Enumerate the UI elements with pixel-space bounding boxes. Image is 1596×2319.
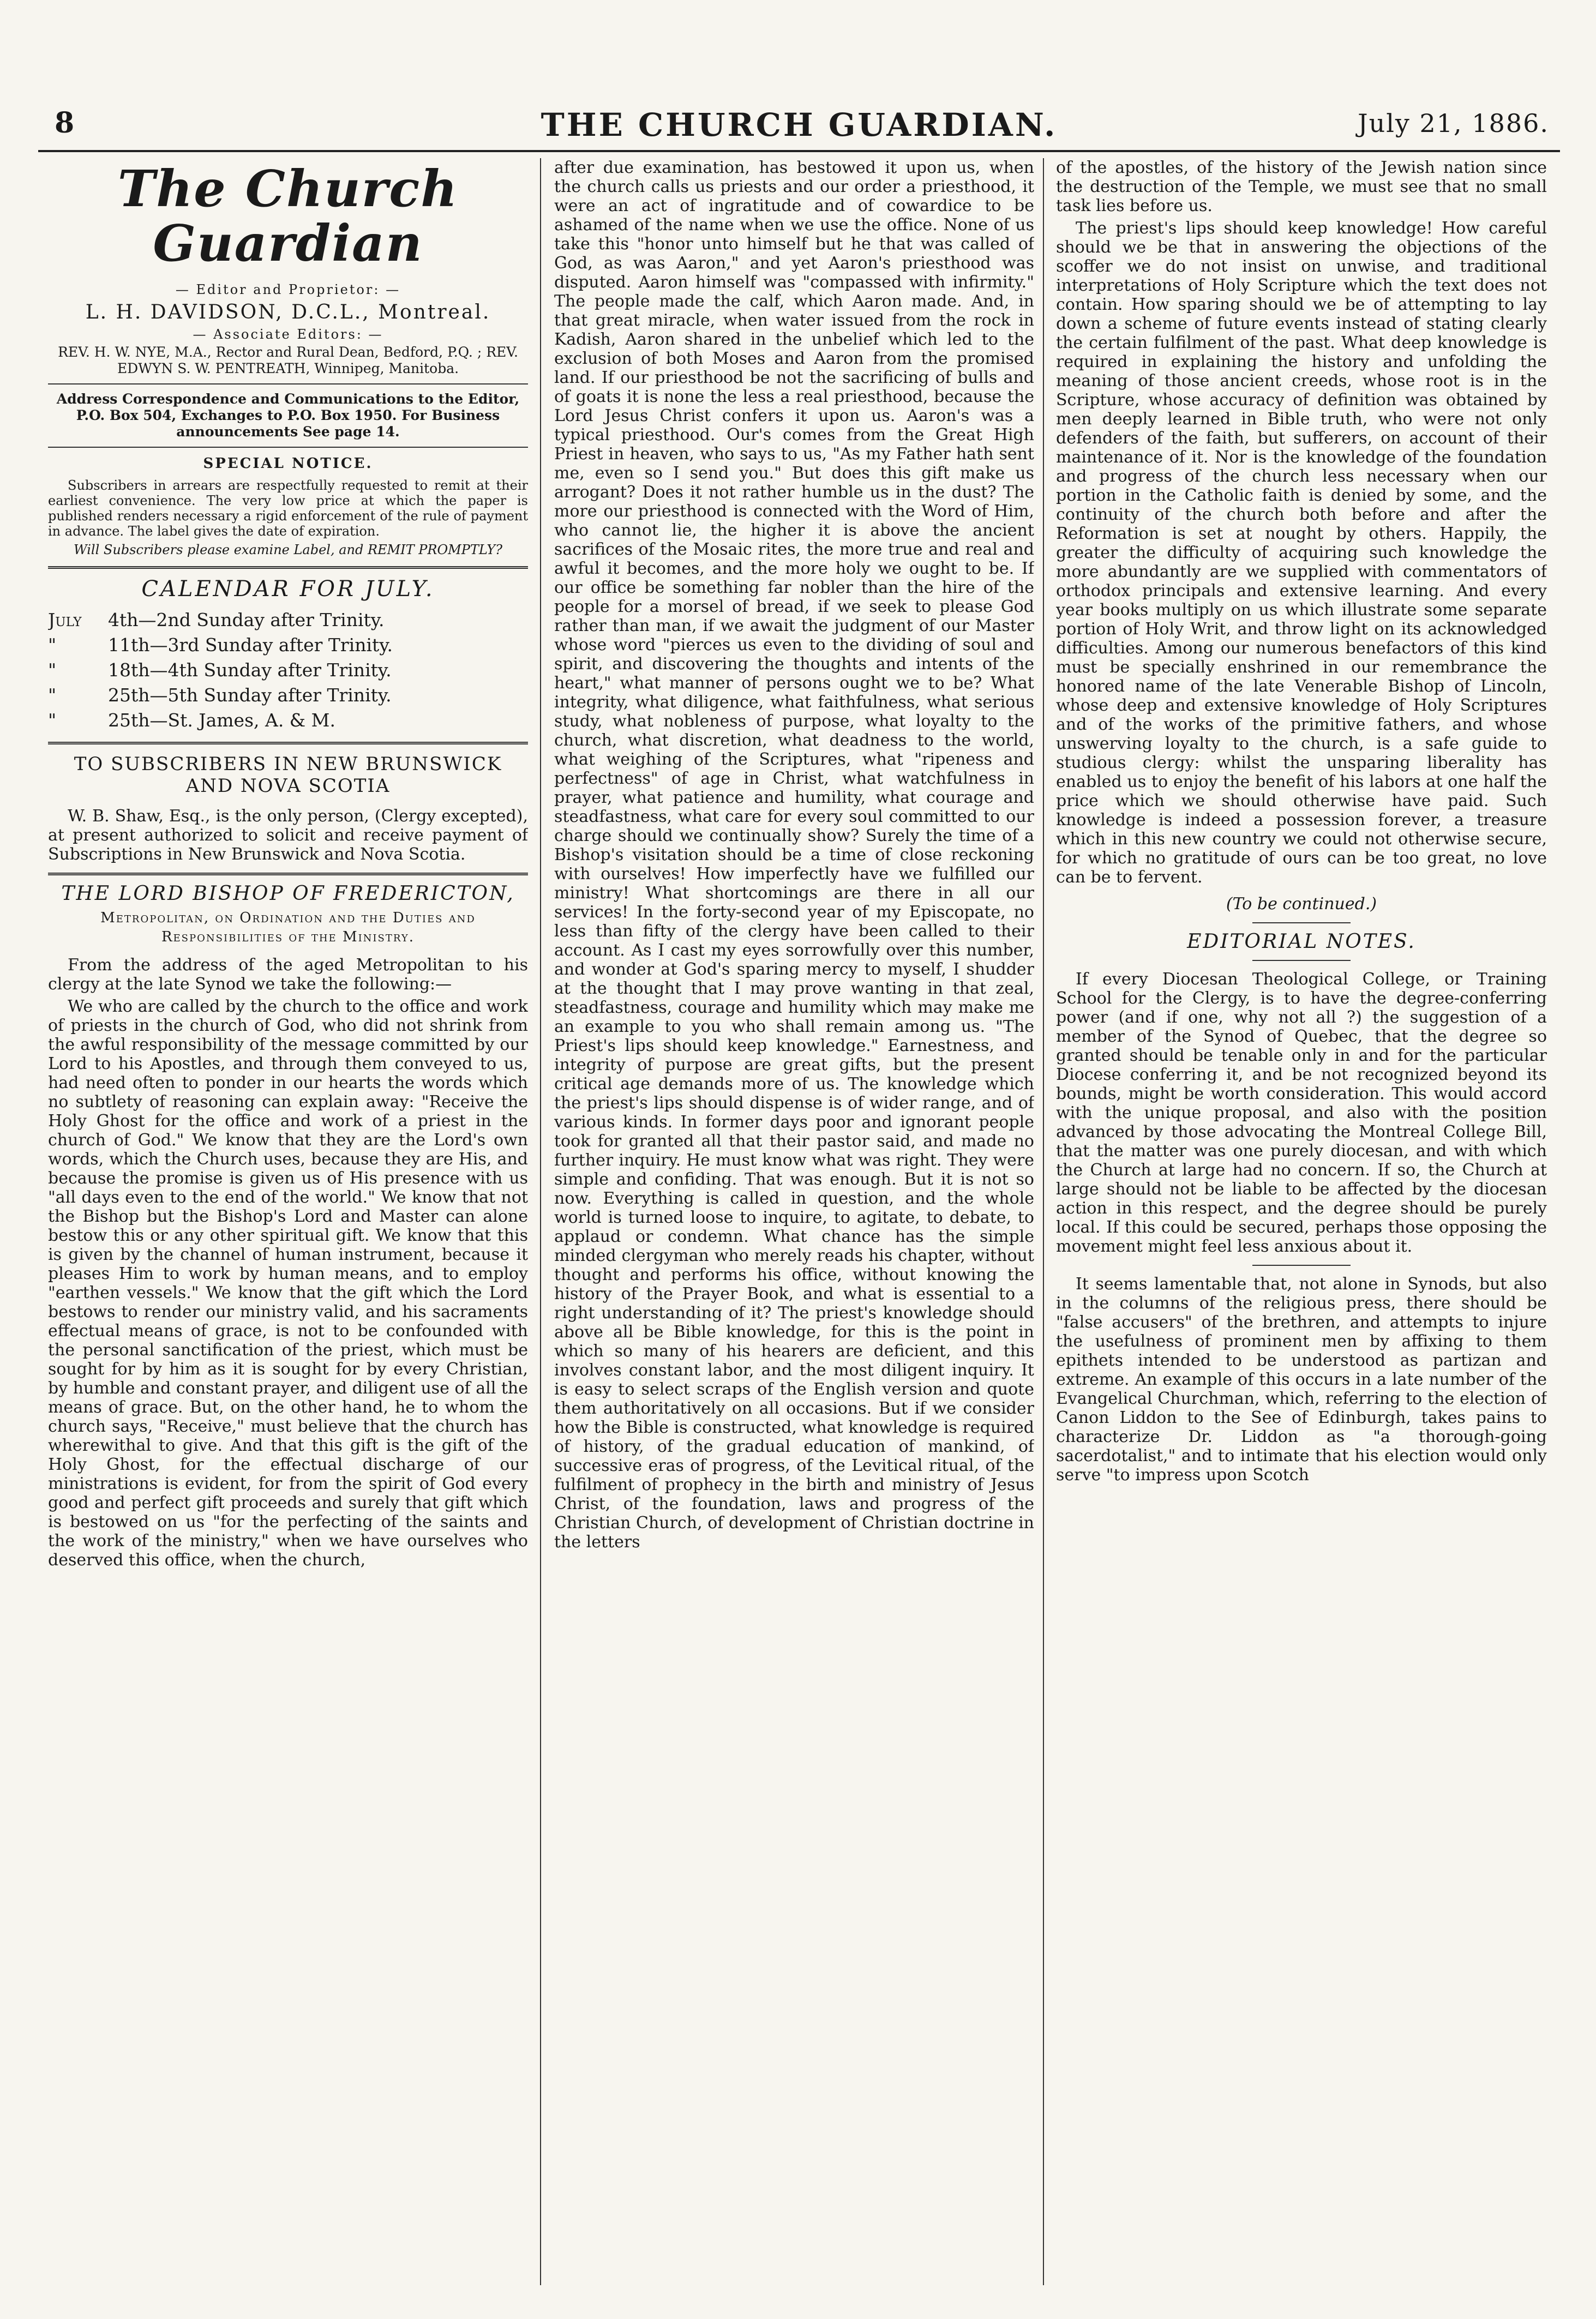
divider (1252, 1265, 1351, 1266)
divider (48, 383, 528, 385)
to-be-continued: (To be continued.) (1226, 894, 1377, 914)
divider (48, 742, 528, 744)
subscribers-text: W. B. Shaw, Esq., is the only person, (Clergy excepted), at present authorized to solicit and receive payment of Subscriptions in New Brunswick and Nova Scotia. (48, 807, 528, 864)
divider (48, 447, 528, 448)
divider (1252, 960, 1351, 961)
editorial-paragraph: If every Diocesan Theological College, or Training School for the Clergy, is to have the degree-conferring power (and if one, why not all ?) the suggestion of a member of the Synod of Quebec, that the degree so granted should be tenable only in and for the particular Diocese conferring it, and be not recognized beyond its bounds, might be worth consideration. This would accord with the unique proposal, and also with the position advanced by those advocating the Montreal College Bill, that the matter was one purely diocesan, and with which the Church at large had no concern. If so, the Church at large should not be liable to be affected by the diocesan action in this respect, and the degree should be purely local. If this could be secured, perhaps those opposing the movement might feel less anxious about it. (1056, 970, 1547, 1256)
calendar-row: " 18th—4th Sunday after Trinity. (48, 659, 392, 681)
paper-name: THE CHURCH GUARDIAN. (541, 106, 1058, 143)
divider (48, 873, 528, 875)
article-paragraph: after due examination, has bestowed it upon us, when the church calls us priests and our order a priesthood, it were an act of ingratitude and of cowardice to be ashamed of the name when we use the office. None of us take this "honor unto himself but he that was called of God, as was Aaron," and yet Aaron's priesthood was disputed. Aaron himself was "compassed with infirmity." The people made the calf, which Aaron made. And, in that great miracle, when water issued from the rock in Kadish, Aaron shared in the unbelief which led to the exclusion of both Moses and Aaron from the promised land. If our priesthood be not the sacrificing of bulls and of goats it is none the less a real priesthood, because the Lord Jesus Christ confers it upon us. Aaron's was a typical priesthood. Our's comes from the Great High Priest in heaven, who says to us, "As my Father hath sent me, even so I send you." But does this gift make us arrogant? Does it not rather humble us in the dust? The more our priesthood is connected with the Word of Him, who cannot lie, the higher it is above the ancient sacrifices of the Mosaic rites, the more true and real and awful it becomes, and the more holy we ought to be. If our office be something far nobler than the hire of the people for a morsel of bread, if we seek to please God rather than man, if we await the judgment of our Master whose word "pierces us even to the dividing of soul and spirit, and discovering the thoughts and intents of the heart," what manner of persons ought we to be? What integrity, what diligence, what faithfulness, what serious study, what nobleness of purpose, what loyalty to the church, what discretion, what deadness to the world, what weighing of the Scriptures, what "ripeness and perfectness" of age in Christ, what watchfulness in prayer, what patience and humility, what courage and steadfastness, what care for every soul committed to our charge should we continually show? Surely the time of a Bishop's visitation should be a time of close reckoning with ourselves! How imperfectly have we fulfilled our ministry! What shortcomings are there in all our services! In the forty-second year of my Episcopate, no less than fifty of the clergy have been called to their account. As I cast my eyes sorrowfully over this number, and wonder at God's sparing mercy to myself, I shudder at the thought that I may prove wanting in that zeal, steadfastness, courage and humility which may make me an example to you who shall remain among us. "The Priest's lips should keep knowledge." Earnestness, and integrity of purpose are great gifts, but the present critical age demands more of us. The knowledge which the priest's lips should dispense is of wider range, and of various kinds. In former days poor and ignorant people took for granted all that their pastor said, and made no further inquiry. He must know what was right. They were simple and confiding. That was enough. But it is not so now. Everything is called in question, and the whole world is turned loose to inquire, to agitate, to debate, to applaud or condemn. What chance has the simple minded clergyman who merely reads his chapter, without thought and performs his office, without knowing the history of the Prayer Book, and what is essential to a right understanding of it? The priest's knowledge should above all be Bible knowledge, for this is the point in which so many of his hearers are deficient, and this involves constant labor, and the most diligent inquiry. It is easy to select scraps of the English version and quote them authoritatively on all occasions. But if we consider how the Bible is constructed, what knowledge is required of history, of the gradual education of mankind, of successive eras of progress, of the Levitical ritual, of the fulfilment of prophecy in the birth and ministry of Jesus Christ, of the foundation, laws and progress of the Christian Church, of development of Christian doctrine in the letters (554, 158, 1034, 1552)
editor-label: — Editor and Proprietor: — (175, 282, 401, 297)
divider (48, 566, 528, 569)
bishop-article-subtitle: Metropolitan, on Ordination and the Duties and Responsibilities of the Ministry. (100, 910, 476, 945)
editorial-title: EDITORIAL NOTES. (1187, 930, 1416, 953)
article-paragraph: of the apostles, of the history of the Jewish nation since the destruction of the Temple, we must see that no small task lies before us. (1056, 158, 1547, 215)
column-3 (1056, 158, 1547, 2296)
special-notice-remit: Will Subscribers please examine Label, and REMIT PROMPTLY? (73, 542, 503, 557)
article-paragraph: The priest's lips should keep knowledge! How careful should we be that in answering the objections of the scoffer we do not insist on unwise, and traditional interpretations of Holy Scripture which the text does not contain. How sparing should we be of attempting to lay down a scheme of future events instead of stating clearly the certain fulfilment of the past. What deep knowledge is required in explaining the history and unfolding the meaning of those ancient creeds, whose root is in the Scripture, whose accuracy of definition was obtained by men deeply learned in Bible truth, who were not only defenders of the faith, but sufferers, on account of their maintenance of it. Nor is the knowledge of the foundation and progress of the church less necessary when our portion in the Catholic faith is denied by some, and the continuity of the church both before and after the Reformation is set at nought by others. Happily, the greater the difficulty of acquiring such knowledge the more abundantly are we supplied with commentators of orthodox principals and extensive learning. And every year books multiply on us which illustrate some separate portion of Holy Writ, and throw light on its acknowledged difficulties. Among our numerous benefactors of this kind must be specially enshrined in our remembrance the honored name of the late Venerable Bishop of Lincoln, whose deep and extensive knowledge of Holy Scriptures and of the works of the primitive fathers, and whose unswerving loyalty to the church, is a safe guide to studious clergy: whilst the unsparing liberality has enabled us to enjoy the benefit of his labors at one half the price which we should otherwise have paid. Such knowledge is indeed a possession forever, a treasure which in this new country we could not otherwise secure, for which no gratitude of ours can be too great, no love can be to fervent. (1056, 219, 1547, 887)
calendar-list (48, 608, 528, 733)
column-rule (540, 158, 541, 2285)
calendar-row: " 25th—St. James, A. & M. (48, 710, 335, 731)
bishop-article-title: THE LORD BISHOP OF FREDERICTON, (61, 882, 515, 905)
masthead-title: The Church Guardian (117, 159, 459, 273)
associate-label: — Associate Editors: — (193, 327, 383, 342)
column-rule (1043, 158, 1044, 2285)
editorial-paragraph: It seems lamentable that, not alone in Synods, but also in the columns of the religious press, there should be "false accusers" of the brethren, and attempts to injure the usefulness of prominent men by affixing to them epithets intended to be understood as partizan and extreme. An example of this occurs in a late number of the Evangelical Churchman, which, referring to the election of Canon Liddon to the See of Edinburgh, takes pains to characterize Dr. Liddon as "a thorough-going sacerdotalist," and to intimate that his election would only serve "to impress upon Scotch (1056, 1275, 1547, 1485)
divider (1252, 922, 1351, 923)
address-notice: Address Correspondence and Communications to the Editor, P.O. Box 504, Exchanges to P.O. Box 1950. For Business announcements See page 14. (56, 391, 520, 440)
calendar-row: July 4th—2nd Sunday after Trinity. (48, 609, 385, 630)
page-number: 8 (55, 106, 75, 140)
special-notice-text: Subscribers in arrears are respectfully requested to remit at their earliest convenience. The very low price at which the paper is published renders necessary a rigid enforcement of the rule of payment in advance. The label gives the date of expiration. (48, 478, 528, 539)
page-header (38, 106, 1560, 152)
editor-name: L. H. DAVIDSON, D.C.L., Montreal. (85, 301, 491, 323)
special-notice-title: SPECIAL NOTICE. (203, 455, 373, 472)
column-1 (48, 158, 528, 2296)
calendar-title: CALENDAR FOR JULY. (141, 576, 435, 602)
article-paragraph: We who are called by the church to the office and work of priests in the church of God, who did not shrink from the awful responsibility of the message committed by our Lord to his Apostles, and through them conveyed to us, had need often to ponder in our hearts the words which no subtlety of reasoning can explain away: "Receive the Holy Ghost for the office and work of a priest in the church of God." We know that they are the Lord's own words, which the Church uses, because they are His, and because the promise is given us of His presence with us "all days even to the end of the world." We know that not the Bishop but the Bishop's Lord and Master can alone bestow this or any other spiritual gift. We know that this is given by the channel of human instrument, because it pleases Him to work by human means, and to employ "earthen vessels." We know that the gift which the Lord bestows to render our ministry valid, and his sacraments effectual means of grace, is not to be confounded with the personal sanctification of the priest, which must be sought for by him as it is sought for by every Christian, by humble and constant prayer, and diligent use of all the means of grace. But, on the other hand, he to whom the church says, "Receive," must believe that the church has wherewithal to give. And that this gift is the gift of the Holy Ghost, for the effectual discharge of our ministrations is evident, for from the spirit of God every good and perfect gift proceeds and surely that gift which is bestowed on us "for the perfecting of the saints and the work of the ministry," when we have ourselves who deserved this office, when the church, (48, 997, 528, 1570)
article-paragraph: From the address of the aged Metropolitan to his clergy at the late Synod we take the following:— (48, 956, 528, 994)
calendar-row: " 11th—3rd Sunday after Trinity. (48, 634, 393, 656)
calendar-row: " 25th—5th Sunday after Trinity. (48, 684, 392, 706)
associate-editors: REV. H. W. NYE, M.A., Rector and Rural Dean, Bedford, P.Q. ; REV. EDWYN S. W. PENTREATH, Winnipeg, Manitoba. (58, 344, 518, 376)
issue-date: July 21, 1886. (1358, 109, 1549, 138)
subscribers-title: TO SUBSCRIBERS IN NEW BRUNSWICK AND NOVA SCOTIA (74, 753, 502, 797)
column-2 (554, 158, 1034, 2296)
